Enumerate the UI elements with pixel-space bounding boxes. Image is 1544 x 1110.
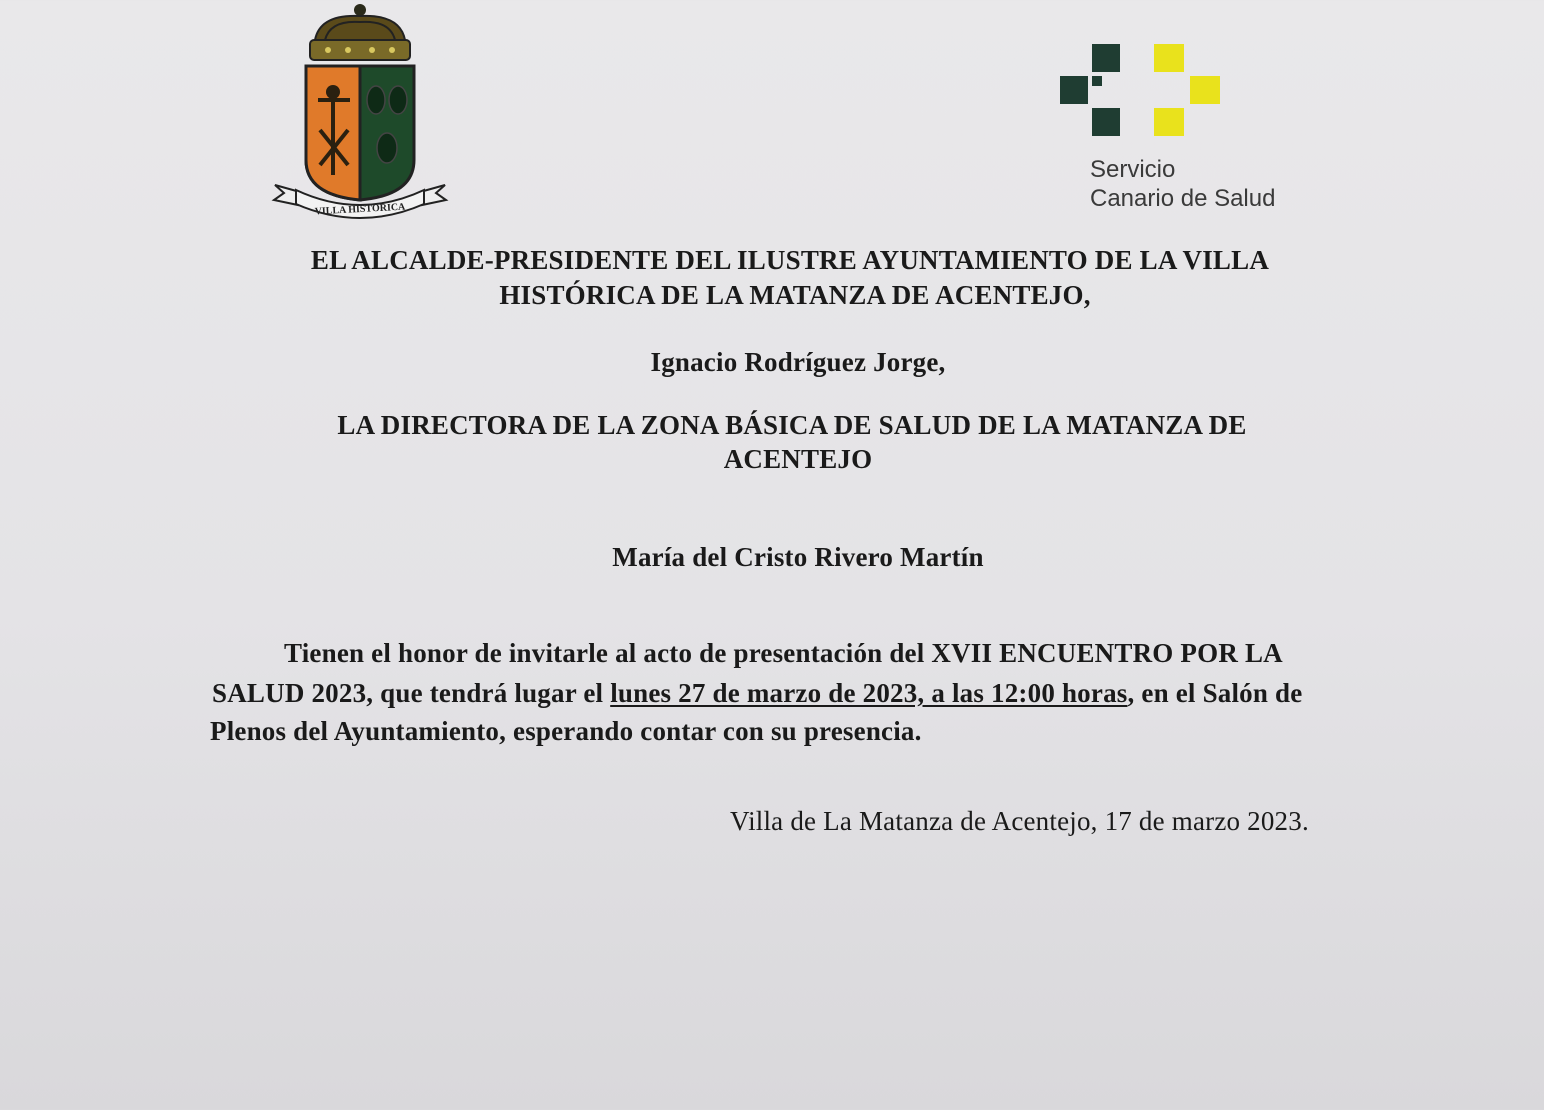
municipal-crest-logo	[270, 0, 450, 222]
heading-director-line-2: ACENTEJO	[723, 444, 873, 474]
mayor-name: Ignacio Rodríguez Jorge,	[650, 347, 946, 377]
body-line-2-post: , en el Salón de	[1127, 678, 1303, 708]
shield-icon	[306, 66, 414, 200]
place-date-line: Villa de La Matanza de Acentejo, 17 de marzo 2023.	[730, 806, 1309, 836]
heading-mayor-line-2: HISTÓRICA DE LA MATANZA DE ACENTEJO,	[499, 280, 1091, 310]
body-line-2-pre: SALUD 2023, que tendrá lugar el	[212, 678, 611, 708]
scs-wordmark	[1090, 155, 1275, 213]
body-line-1: Tienen el honor de invitarle al acto de presentación del XVII ENCUENTRO POR LA	[284, 638, 1283, 668]
heading-director-line-1: LA DIRECTORA DE LA ZONA BÁSICA DE SALUD DE LA MATANZA DE	[337, 410, 1247, 440]
body-line-3: Plenos del Ayuntamiento, esperando contar con su presencia.	[210, 716, 922, 746]
heading-mayor-line-1: EL ALCALDE-PRESIDENTE DEL ILUSTRE AYUNTAMIENTO DE LA VILLA	[310, 245, 1270, 275]
scs-line-2: Canario de Salud	[1090, 185, 1276, 212]
scs-line-1: Servicio	[1090, 156, 1176, 183]
director-name: María del Cristo Rivero Martín	[612, 542, 984, 572]
crown-icon	[310, 4, 410, 60]
event-date-time: lunes 27 de marzo de 2023, a las 12:00 horas	[610, 678, 1128, 708]
motto-text: VILLA HISTORICA	[314, 201, 406, 218]
body-line-2	[212, 678, 1302, 709]
scs-cross-logo	[1056, 40, 1226, 140]
